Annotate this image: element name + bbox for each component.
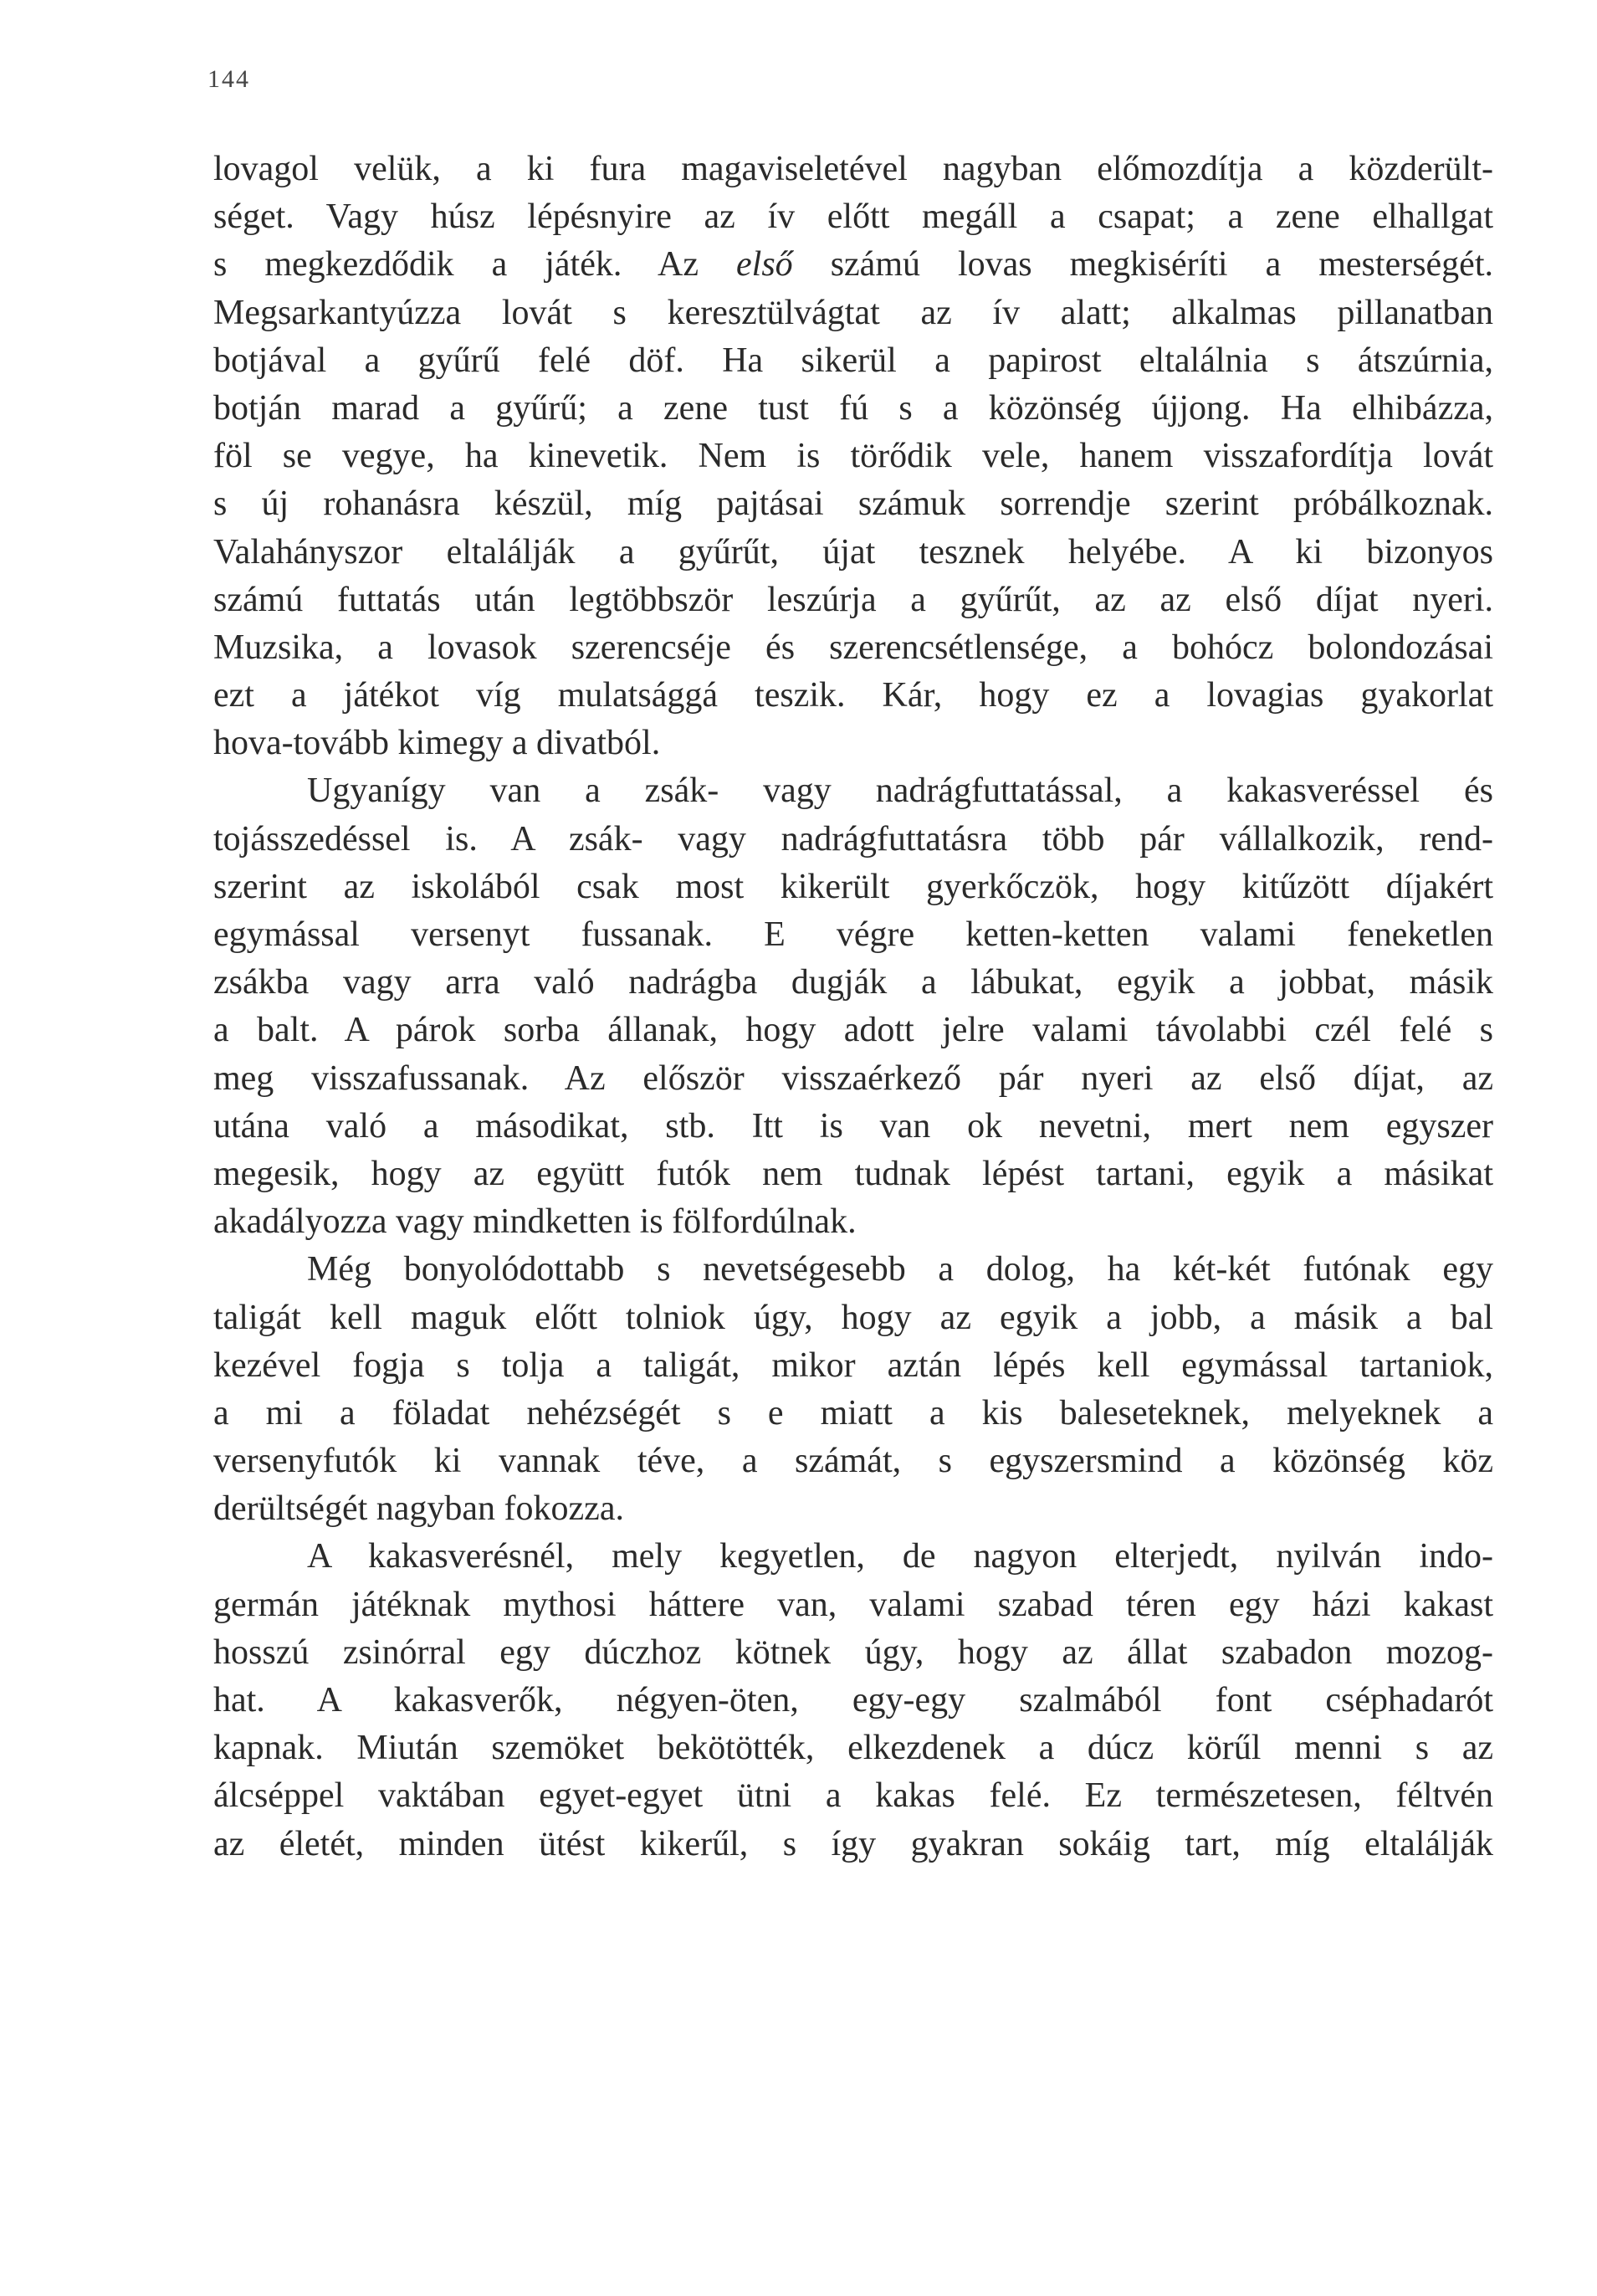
text-line: derültségét nagyban fokozza. — [213, 1489, 624, 1529]
text-line: kezével fogja s tolja a taligát, mikor aztán lépés kell egymással tartaniok, — [213, 1345, 1493, 1385]
text-line: A kakasverésnél, mely kegyetlen, de nagyon elterjedt, nyilván indo- — [307, 1537, 1493, 1576]
text-line: hat. A kakasverők, négyen-öten, egy-egy szalmából font cséphadarót — [213, 1681, 1493, 1719]
text-line — [213, 241, 1493, 289]
page-number: 144 — [207, 65, 250, 93]
text-line: a mi a föladat nehézségét s e miatt a kis baleseteknek, melyeknek a — [213, 1393, 1493, 1432]
text-line: megesik, hogy az együtt futók nem tudnak lépést tartani, egyik a másikat — [213, 1154, 1493, 1193]
text-line: Muzsika, a lovasok szerencséje és szerencsétlensége, a bohócz bolondozásai — [213, 628, 1493, 667]
text-line: kapnak. Miután szemöket bekötötték, elkezdenek a dúcz körűl menni s az — [213, 1729, 1493, 1768]
text-line: zsákba vagy arra való nadrágba dugják a lábukat, egyik a jobbat, másik — [213, 963, 1493, 1002]
text-line: hova-tovább kimegy a divatból. — [213, 724, 661, 763]
text-line: taligát kell maguk előtt tolniok úgy, hogy az egyik a jobb, a másik a bal — [213, 1298, 1493, 1337]
text-line: Még bonyolódottabb s nevetségesebb a dolog, ha két-két futónak egy — [307, 1250, 1493, 1289]
text-line: az életét, minden ütést kikerűl, s így gyakran sokáig tart, míg eltalálják — [213, 1824, 1493, 1863]
text-line: s új rohanásra készül, míg pajtásai számuk sorrendje szerint próbálkoznak. — [213, 484, 1493, 524]
text-line: botjával a gyűrű felé döf. Ha sikerül a papirost eltalálnia s átszúrnia, — [213, 341, 1493, 380]
text-line: szerint az iskolából csak most kikerült gyerkőczök, hogy kitűzött díjakért — [213, 867, 1493, 906]
text-line: tojásszedéssel is. A zsák- vagy nadrágfuttatásra több pár vállalkozik, rend- — [213, 819, 1493, 858]
text-line: botján marad a gyűrű; a zene tust fú s a közönség újjong. Ha elhibázza, — [213, 388, 1493, 428]
text-line: germán játéknak mythosi háttere van, valami szabad téren egy házi kakast — [213, 1585, 1493, 1624]
body-text — [213, 146, 1493, 1868]
text-line: lovagol velük, a ki fura magaviseletével nagyban előmozdítja a közderült- — [213, 150, 1493, 188]
text-line: Megsarkantyúzza lovát s keresztülvágtat az ív alatt; alkalmas pillanatban — [213, 293, 1493, 332]
text-segment: s megkezdődik a játék. Az — [213, 245, 737, 284]
text-line: meg visszafussanak. Az először visszaérkező pár nyeri az első díjat, az — [213, 1058, 1493, 1098]
text-line: a balt. A párok sorba állanak, hogy adott jelre valami távolabbi czél felé s — [213, 1011, 1493, 1050]
text-line: Valahányszor eltalálják a gyűrűt, újat tesznek helyébe. A ki bizonyos — [213, 532, 1493, 571]
text-line: séget. Vagy húsz lépésnyire az ív előtt megáll a csapat; a zene elhallgat — [213, 197, 1493, 237]
text-line: ezt a játékot víg mulatsággá teszik. Kár, hogy ez a lovagias gyakorlat — [213, 676, 1493, 715]
text-line: akadályozza vagy mindketten is fölfordúlnak. — [213, 1202, 857, 1242]
text-line: Ugyanígy van a zsák- vagy nadrágfuttatással, a kakasveréssel és — [307, 771, 1493, 811]
text-line: utána való a másodikat, stb. Itt is van ok nevetni, mert nem egyszer — [213, 1106, 1493, 1145]
text-line: föl se vegye, ha kinevetik. Nem is törődik vele, hanem visszafordítja lovát — [213, 437, 1493, 476]
text-segment: számú lovas megkiséríti a mesterségét. — [792, 245, 1493, 284]
text-line: versenyfutók ki vannak téve, a számát, s egyszersmind a közönség köz — [213, 1442, 1493, 1481]
text-line: egymással versenyt fussanak. E végre ketten-ketten valami feneketlen — [213, 915, 1493, 954]
italic-word: első — [736, 245, 793, 284]
text-line: számú futtatás után legtöbbször leszúrja a gyűrűt, az az első díjat nyeri. — [213, 580, 1493, 619]
text-line: hosszú zsinórral egy dúczhoz kötnek úgy, hogy az állat szabadon mozog- — [213, 1632, 1493, 1672]
text-line: álcséppel vaktában egyet-egyet ütni a kakas felé. Ez természetesen, féltvén — [213, 1776, 1493, 1816]
